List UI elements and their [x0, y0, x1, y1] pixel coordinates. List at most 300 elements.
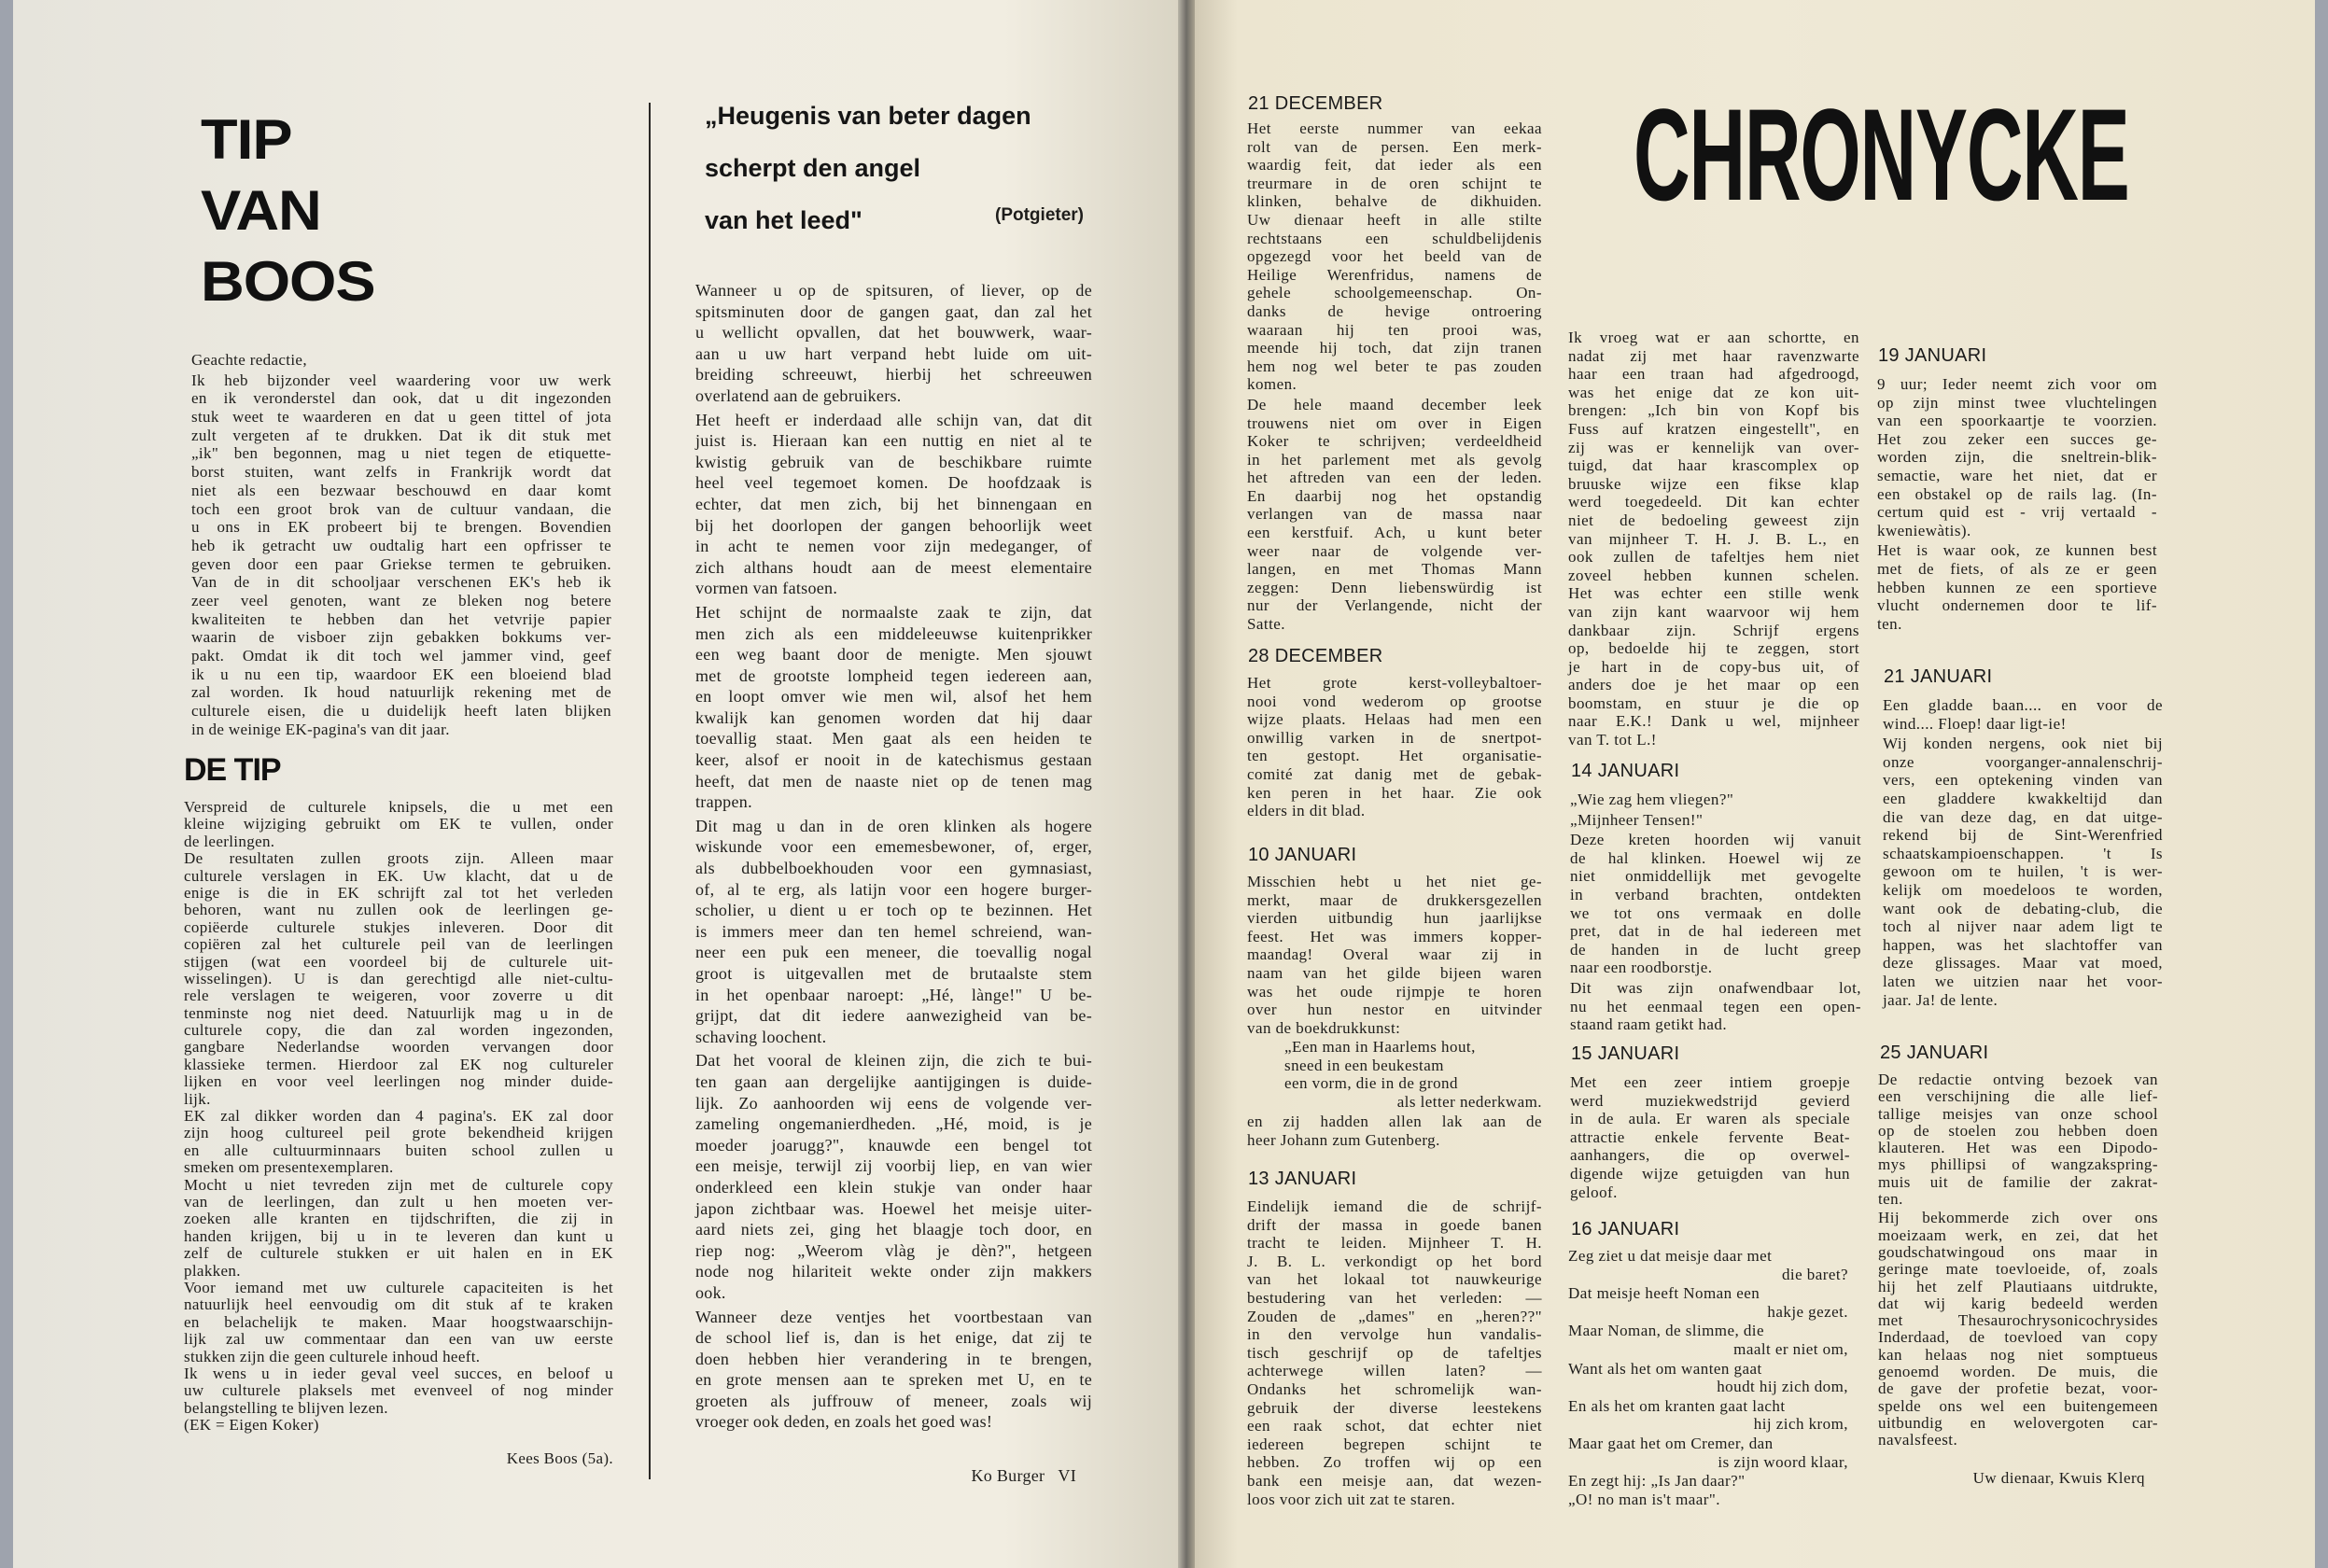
text-line: gehele schoolgemeenschap. On- — [1247, 284, 1542, 302]
text-line: Ondanks het schromelijk wan- — [1247, 1379, 1542, 1398]
article-signature: Ko Burger VI — [971, 1466, 1076, 1485]
text-line: aan u uw hart verpand hebt luide om uit- — [695, 343, 1092, 363]
text-line: Van de in dit schooljaar verschenen EK's heb ik — [191, 573, 611, 592]
text-line: wisselingen). U is dan gerechtigd alle niet-cultu- — [184, 969, 613, 987]
text-line: van mijnheer T. H. J. B. L., en — [1568, 529, 1859, 548]
text-line: En daarbij nog het opstandig — [1247, 486, 1542, 505]
entry-body — [1570, 1073, 1850, 1201]
paragraph — [1247, 674, 1542, 820]
text-line: waaraan hij ten prooi was, — [1247, 320, 1542, 339]
paragraph — [184, 1280, 613, 1365]
text-line: muis uit de familie der zakrat- — [1878, 1172, 2158, 1191]
text-line: nooi vond wederom op grootse — [1247, 692, 1542, 710]
text-line: tallige meisjes van onze school — [1878, 1104, 2158, 1123]
text-line: Het zou zeker een succes ge- — [1877, 429, 2157, 448]
poem-line: die baret? — [1781, 1265, 1848, 1283]
text-line: van het lokaal tot nauwkeurige — [1247, 1270, 1542, 1289]
text-line: toch een groot brok van de cultuur vandaan, die — [191, 499, 611, 518]
text-line: Wanneer deze ventjes het voortbestaan van — [695, 1307, 1092, 1326]
poem — [1568, 1247, 1848, 1508]
text-line: handen krijgen, bij u in te leveren dan kunt u — [184, 1226, 613, 1245]
text-line: komen. — [1247, 375, 1297, 394]
text-line: rekend bij de Sint-Werenfried — [1883, 826, 2163, 845]
text-line: Ik vroeg wat er aan schortte, en — [1568, 329, 1859, 346]
text-line: culturele eisen, die u duidelijk heeft laten blijken — [191, 702, 611, 721]
text-line: echter, dat men zich, bij het binnengaan en — [695, 494, 1092, 513]
text-line: kleine wijziging gebruikt om EK te vullen, onder — [184, 815, 613, 833]
text-line: Met een zeer intiem groepje — [1570, 1073, 1850, 1091]
text-line: waardig feit, dat ieder als een — [1247, 156, 1542, 175]
text-line: feest. Het was immers kopper- — [1247, 927, 1542, 945]
text-line: van T. tot L.! — [1568, 731, 1657, 749]
text-line: moeizaam werk, en zei, dat het — [1878, 1225, 2158, 1244]
text-line: vroeger ook deden, en zoals het goed was! — [695, 1412, 993, 1432]
text-line: Hij bekommerde zich over ons — [1878, 1209, 2158, 1227]
text-line: trouwens niet om over in Eigen — [1247, 413, 1542, 432]
text-line: groeten als juffrouw of meneer, zoals wij — [695, 1391, 1092, 1410]
text-line: aard niets zei, ging het blaagje toch door, en — [695, 1220, 1092, 1239]
text-line: japon zichtbaar was. Hoewel het meisje uiter- — [695, 1198, 1092, 1218]
text-line: in het openbaar naroept: „Hé, lànge!" U be- — [695, 985, 1092, 1004]
page-spine — [1178, 0, 1195, 1568]
text-line: belangstelling te blijven lezen. — [184, 1398, 388, 1417]
paragraph — [184, 1365, 613, 1417]
paragraph — [695, 602, 1092, 813]
text-line: want ook de debating-club, die — [1883, 899, 2163, 917]
text-line: in den vervolge hun vandalis- — [1247, 1325, 1542, 1344]
text-line: geloof. — [1570, 1183, 1618, 1201]
text-line: mys phillipsi of wangzakspring- — [1878, 1155, 2158, 1174]
text-line: Wanneer u op de spitsuren, of liever, op de — [695, 281, 1092, 300]
text-line: langen, en met Thomas Mann — [1247, 560, 1542, 579]
text-line: en grote mensen aan te spreken met U, en te — [695, 1370, 1092, 1390]
text-line: van de leerlingen, dan zult u hen moeten ver- — [184, 1192, 613, 1211]
text-line: en belachelijk te maken. Maar hoogstwaarschijn- — [184, 1312, 613, 1331]
text-line: Inderdaad, de toevloed van copy — [1878, 1328, 2158, 1347]
text-line: natuurlijk heel eenvoudig om dit stuk af te kraken — [184, 1295, 613, 1314]
rhyme-line: sneed in een beukestam — [1284, 1056, 1444, 1074]
text-line: Het schijnt de normaalste zaak te zijn, dat — [695, 602, 1092, 622]
date-heading: 15 JANUARI — [1571, 1043, 1680, 1064]
text-line: een gladdere kwakkeltijd dan — [1883, 789, 2163, 807]
text-line: kwaliteiten te hebben dan het vetvrije papier — [191, 609, 611, 628]
text-line: worden zijn, die sneltrein-blik- — [1877, 448, 2157, 467]
text-line: in acht te nemen voor zijn medeganger, of — [695, 537, 1092, 556]
poem-line: Zeg ziet u dat meisje daar met — [1568, 1247, 1773, 1265]
paragraph — [1568, 329, 1859, 749]
chronicle-signature: Uw dienaar, Kwuis Klerq — [1972, 1469, 2145, 1487]
date-heading: 16 JANUARI — [1571, 1219, 1680, 1239]
entry-body — [1247, 674, 1542, 820]
text-line: heer Johann zum Gutenberg. — [1247, 1130, 1440, 1149]
text-line: ken peren in het haar. Zie ook — [1247, 783, 1542, 802]
text-line: danks de hevige ontroering — [1247, 301, 1542, 320]
text-line: met Thesaurochrysonicochrysides — [1878, 1311, 2158, 1330]
paragraph — [1570, 1073, 1850, 1201]
text-line: node nog hilariteit wekte onder zijn makkers — [695, 1262, 1092, 1281]
text-line: Heilige Werenfridus, namens de — [1247, 265, 1542, 284]
chronycke-title: CHRONYCKE — [1634, 81, 2129, 228]
text-line: en ik veronderstel dan ook, dat u dit ingezonden — [191, 389, 611, 408]
title-van: VAN — [201, 179, 321, 242]
paragraph — [695, 816, 1092, 1048]
text-line: Het was echter een stille wenk — [1568, 584, 1859, 603]
text-line: behoren, want nu zullen ook de leerlingen ge- — [184, 901, 613, 919]
entry-body — [1877, 375, 2157, 633]
paragraph — [1247, 119, 1542, 394]
text-line: rechtstaans een schuldbelijdenis — [1247, 229, 1542, 247]
text-line: attractie enkele fervente Beat- — [1570, 1127, 1850, 1146]
rhyme — [1247, 1038, 1542, 1111]
text-line: heeft, dat men de naaste niet op de tenen mag — [695, 771, 1092, 791]
quote-heading-line-1: „Heugenis van beter dagen — [705, 102, 1031, 130]
de-tip-heading: DE TIP — [184, 752, 281, 788]
text-line: vierden uitbundig hun jaarlijkse — [1247, 909, 1542, 928]
paragraph — [1570, 791, 1861, 809]
paragraph — [1883, 735, 2163, 1009]
text-line: ook zullen de tafeltjes hem niet — [1568, 548, 1859, 567]
text-line: Deze kreten hoorden wij vanuit — [1570, 831, 1861, 849]
text-line: zult vergeten af te drukken. Dat ik dit stuk met — [191, 426, 611, 444]
text-line: uw culturele plaksels met evenveel of nog minder — [184, 1381, 613, 1400]
date-heading: 10 JANUARI — [1248, 845, 1357, 865]
text-line: copiëren zal het culturele peil van de leerlingen — [184, 935, 613, 954]
text-line: stuk weet te waarderen en dat u geen tittel of jota — [191, 408, 611, 427]
text-line: hem nog wel beter te pas zouden — [1247, 357, 1542, 375]
text-line: dat wij karig bedeeld werden — [1878, 1294, 2158, 1312]
text-line: „Mijnheer Tensen!" — [1570, 810, 1704, 829]
text-line: Dat het vooral de kleinen zijn, die zich te bui- — [695, 1051, 1092, 1071]
text-line: niet als een bezwaar beschouwd en daar komt — [191, 481, 611, 499]
text-line: op de stoelen zou hebben doen — [1878, 1121, 2158, 1140]
text-line: rele verslagen te weigeren, voor zoverre u dit — [184, 987, 613, 1005]
paragraph — [1247, 396, 1542, 634]
text-line: toevallig staat. Men gaat als een heiden te — [695, 729, 1092, 749]
text-line: klauteren. Het was een Dipodo- — [1878, 1139, 2158, 1157]
text-line: of, al te erg, als latijn voor een hogere burger- — [695, 879, 1092, 899]
text-line: kan helaas nog niet somptueus — [1878, 1345, 2158, 1364]
text-line: waarin de visboer zijn gebakken bokkums ver- — [191, 628, 611, 647]
text-line: opgezegd voor het beeld van de — [1247, 247, 1542, 266]
text-line: brengen: „Ich bin von Kopf bis — [1568, 401, 1859, 420]
text-line: elders in dit blad. — [1247, 802, 1366, 820]
text-line: werd toegedeeld. Dit kan echter — [1568, 493, 1859, 511]
text-line: De hele maand december leek — [1247, 395, 1542, 413]
text-line: zeer veel genoten, want ze bleken nog betere — [191, 591, 611, 609]
text-line: treurmare in de oren schijnt te — [1247, 174, 1542, 192]
text-line: Satte. — [1247, 615, 1285, 634]
text-line: ook. — [695, 1282, 726, 1302]
text-line: verlangen van de massa naar — [1247, 505, 1542, 524]
text-line: lijk. — [184, 1089, 211, 1108]
text-line: Wij konden nergens, ook niet bij — [1883, 735, 2163, 753]
text-line: hebben kunnen ze een sportieve — [1877, 578, 2157, 596]
text-line: zameling ongemanierdheden. „Hé, moid, is je — [695, 1114, 1092, 1134]
text-line: zoveel hebben kunnen schelen. — [1568, 566, 1859, 584]
text-line: van de boekdrukkunst: — [1247, 1018, 1401, 1037]
text-line: aanhangers, die op overwel- — [1570, 1146, 1850, 1165]
text-line: borst stuiten, want zelfs in Frankrijk wordt dat — [191, 463, 611, 482]
text-line: Ik wens u in ieder geval veel succes, en beloof u — [184, 1364, 613, 1382]
text-line: een kerstfuif. Ach, u kunt beter — [1247, 524, 1542, 542]
text-line: iedereen begrepen schijnt te — [1247, 1435, 1542, 1453]
text-line: vers, een optekening vinden van — [1883, 771, 2163, 790]
text-line: je hart in de copy-bus uit, of — [1568, 657, 1859, 676]
letter-body — [191, 351, 611, 738]
text-line: juist is. Hieraan kan een nuttig en niet al te — [695, 431, 1092, 451]
date-heading: 21 JANUARI — [1884, 666, 1993, 687]
text-line: trappen. — [695, 792, 752, 812]
title-tip: TIP — [201, 108, 292, 171]
text-line: Eindelijk iemand die de schrijf- — [1247, 1197, 1542, 1215]
text-line: nu het eenmaal tegen een open- — [1570, 997, 1861, 1015]
text-line: wind.... Floep! daar ligt-ie! — [1883, 714, 2067, 733]
text-line: Koker te schrijven; verdeeldheid — [1247, 432, 1542, 451]
column-divider — [649, 103, 651, 1479]
date-heading: 28 DECEMBER — [1248, 646, 1383, 666]
text-line: op zijn minst twee vluchtelingen — [1877, 393, 2157, 412]
de-tip-body — [184, 799, 613, 1434]
text-line: en loopt omver wie men wil, alsof het hem — [695, 687, 1092, 707]
text-line: toch al nijver naar adem ligt te — [1883, 917, 2163, 936]
text-line: navalsfeest. — [1878, 1431, 1958, 1449]
text-line: naar een roodborstje. — [1570, 959, 1713, 977]
text-line: ten gaan aan dergelijke aantijgingen is duide- — [695, 1071, 1092, 1091]
text-line: comité zat danig met de gebak- — [1247, 764, 1542, 783]
text-line: zelf de culturele stukken er uit halen en in EK — [184, 1244, 613, 1263]
text-line: de hal klinken. Hoewel wij ze — [1570, 848, 1861, 867]
text-line: tuigd, dat haar krascomplex op — [1568, 456, 1859, 475]
paragraph — [695, 1050, 1092, 1303]
text-line: wijze plaats. Helaas had men een — [1247, 710, 1542, 729]
text-line: doen hebben hier verandering in te brengen, — [695, 1349, 1092, 1368]
text-line: de leerlingen. — [184, 832, 275, 850]
text-line: werd muziekwedstrijd gevierd — [1570, 1091, 1850, 1110]
text-line: klassieke termen. Hierdoor zal EK nog cultureler — [184, 1055, 613, 1073]
paragraph — [695, 280, 1092, 407]
text-line: Dit was zijn onafwendbaar lot, — [1570, 978, 1861, 997]
text-line: een obstakel op de rails lag. (In- — [1877, 484, 2157, 503]
text-line: Voor iemand met uw culturele capaciteiten is het — [184, 1278, 613, 1296]
text-line: van zijn kant waarvoor wij hem — [1568, 602, 1859, 621]
text-line: gewoon om te huilen, 't is wer- — [1883, 862, 2163, 881]
text-line: genoemd worden. De muis, die — [1878, 1363, 2158, 1381]
paragraph — [184, 1177, 613, 1280]
entry-body — [1570, 791, 1861, 1034]
entry-body — [1878, 1071, 2158, 1449]
date-heading: 14 JANUARI — [1571, 761, 1680, 781]
text-line: EK zal dikker worden dan 4 pagina's. EK zal door — [184, 1107, 613, 1126]
text-line: als dubbelboekhouden voor een gymnasiast, — [695, 859, 1092, 878]
text-line: geringe mate toevloeide, of, zoals — [1878, 1260, 2158, 1279]
text-line: pakt. Omdat ik dit toch wel jammer vind, geef — [191, 647, 611, 665]
text-line: was het oude rijmpje te horen — [1247, 982, 1542, 1001]
text-line: laten we uitzien naar het voor- — [1883, 972, 2163, 990]
text-line: naam van het gilde bijeen waren — [1247, 963, 1542, 982]
paragraph — [1247, 1197, 1542, 1508]
text-line: Ik heb bijzonder veel waardering voor uw werk — [191, 371, 611, 389]
text-line: in de aula. Er waren als speciale — [1570, 1110, 1850, 1128]
text-line: stijgen (wat een voordeel bij de culturele uit- — [184, 952, 613, 971]
text-line: bank een meisje aan, dat wezen- — [1247, 1471, 1542, 1490]
text-line: boomstam, en stuur je die op — [1568, 693, 1859, 712]
text-line: zoeken alle kranten en tijdschriften, die zij in — [184, 1210, 613, 1228]
poem-line: houdt hij zich dom, — [1717, 1378, 1848, 1396]
text-line: achterwege willen laten? — — [1247, 1362, 1542, 1380]
text-line: goudschatwingoud ons maar in — [1878, 1242, 2158, 1261]
entry-body — [1247, 1197, 1542, 1508]
paragraph — [695, 1307, 1092, 1434]
text-line: Het heeft er inderdaad alle schijn van, dat dit — [695, 410, 1092, 429]
text-line: een verschijning die alle lief- — [1878, 1087, 2158, 1106]
paragraph — [1247, 873, 1542, 1037]
text-line: plakken. — [184, 1261, 241, 1280]
text-line: J. B. L. verkondigt op het bord — [1247, 1252, 1542, 1270]
paragraph — [1570, 811, 1861, 830]
de-tip-signature: Kees Boos (5a). — [506, 1449, 613, 1467]
paragraph — [1877, 541, 2157, 633]
quote-attribution: (Potgieter) — [995, 205, 1084, 225]
paragraph — [184, 799, 613, 850]
text-line: rolt van de persen. Een merk- — [1247, 137, 1542, 156]
text-line: Fuss auf kratzen eingestellt", en — [1568, 419, 1859, 438]
paragraph — [1878, 1071, 2158, 1208]
paragraph — [184, 850, 613, 1108]
text-line: kweniewàtis). — [1877, 521, 1971, 539]
paragraph — [1877, 375, 2157, 539]
text-line: spitsminuten door de gangen gaat, dan zal het — [695, 301, 1092, 321]
entry-body — [1247, 873, 1542, 1037]
text-line: bij het doorlopen der gangen behoorlijk weet — [695, 515, 1092, 535]
entry-body — [1568, 329, 1859, 749]
text-line: u wellicht opvallen, dat het bouwwerk, waar- — [695, 323, 1092, 343]
text-line: loos voor zich uit zat te staren. — [1247, 1490, 1456, 1508]
poem-line: maalt er niet om, — [1733, 1339, 1848, 1358]
text-line: en zij hadden allen lak aan de — [1247, 1113, 1542, 1130]
text-line: moeder joarugg?", knauwde een bengel tot — [695, 1135, 1092, 1155]
paragraph — [1247, 1113, 1542, 1149]
text-line: een raak schot, dat echter niet — [1247, 1417, 1542, 1435]
text-line: semactie, ware het niet, dat er — [1877, 466, 2157, 484]
text-line: klinken, behalve de dikhuiden. — [1247, 192, 1542, 211]
date-heading: 25 JANUARI — [1880, 1043, 1989, 1063]
text-line: haar een traan had afgedroogd, — [1568, 365, 1859, 384]
text-line: schaatskampioenschappen. 't Is — [1883, 844, 2163, 862]
title-boos: BOOS — [201, 250, 375, 313]
text-line: heel veel tegemoet komen. De hoofdzaak is — [695, 473, 1092, 493]
date-heading: 13 JANUARI — [1248, 1169, 1357, 1189]
entry-body — [1247, 1113, 1542, 1149]
poem-line: En als het om kranten gaat lacht — [1568, 1396, 1786, 1415]
paragraph — [1883, 696, 2163, 733]
paragraph — [695, 410, 1092, 599]
text-line: deze glissages. Maar vat moed, — [1883, 954, 2163, 973]
poem-line: En zegt hij: „Is Jan daar?" — [1568, 1472, 1746, 1491]
text-line: merkt, maar de drukkersgezellen — [1247, 890, 1542, 909]
text-line: in verband brachten, ontdekten — [1570, 885, 1861, 903]
text-line: is immers meer dan ten hemel schreiend, wan- — [695, 921, 1092, 941]
text-line: maandag! Overal waar zij in — [1247, 945, 1542, 964]
date-heading: 19 JANUARI — [1878, 345, 1987, 366]
text-line: meende hij toch, dat zijn tranen — [1247, 339, 1542, 357]
text-line: een meisje, terwijl zij voorbij liep, en van wier — [695, 1156, 1092, 1176]
text-line: wiskunde voor een ememesbewoner, of, erger, — [695, 837, 1092, 857]
text-line: zijn hoog cultureel peil grote bekendheid krijgen — [184, 1124, 613, 1142]
text-line: Dit mag u dan in de oren klinken als hogere — [695, 816, 1092, 835]
text-line: 9 uur; Ieder neemt zich voor om — [1877, 375, 2157, 393]
text-line: lijk zal uw commentaar dan een van uw eerste — [184, 1330, 613, 1349]
text-line: riep nog: „Weerom vlàg je dèn?", hetgeen — [695, 1240, 1092, 1260]
text-line: tisch geschrijf op de tafeltjes — [1247, 1343, 1542, 1362]
text-line: weer naar de volgende ver- — [1247, 541, 1542, 560]
entry-body — [1883, 696, 2163, 1009]
text-line: Zouden de „dames" en „heren??" — [1247, 1307, 1542, 1325]
text-line: Misschien hebt u het niet ge- — [1247, 873, 1542, 890]
text-line: een weg baant door de menigte. Men sjouwt — [695, 645, 1092, 665]
entry-body — [1247, 119, 1542, 634]
text-line: tracht te leiden. Mijnheer T. H. — [1247, 1234, 1542, 1253]
text-line: copiëerde culturele stukjes inleveren. Door dit — [184, 917, 613, 936]
text-line: digende wijze getuigden van hun — [1570, 1164, 1850, 1183]
text-line: lijk. Zo aanhoorden wij eens de volgende ver- — [695, 1093, 1092, 1113]
paragraph — [184, 1417, 613, 1434]
text-line: (EK = Eigen Koker) — [184, 1416, 319, 1435]
text-line: heb ik getracht uw oudtalig hart een opfrisser te — [191, 536, 611, 554]
text-line: groot is uitgevallen met de brutaalste stem — [695, 964, 1092, 983]
text-line: onze voorganger-annalenschrij- — [1883, 752, 2163, 771]
quote-heading-line-3: van het leed" — [705, 206, 862, 234]
text-line: „ik" ben begonnen, mag u niet tegen de etiquette- — [191, 444, 611, 463]
text-line: we tot ons vermaak en dolle — [1570, 903, 1861, 922]
text-line: Het eerste nummer van eekaa — [1247, 119, 1542, 137]
text-line: vlucht ondernemen door te lif- — [1877, 596, 2157, 615]
text-line: men zich als een middeleeuwse kuitenprikker — [695, 623, 1092, 643]
text-line: met de grootste lompheid tegen iedereen aan, — [695, 665, 1092, 685]
text-line: niet de bedoeling geweest zijn — [1568, 511, 1859, 529]
text-line: Mocht u niet tevreden zijn met de culturele copy — [184, 1175, 613, 1194]
text-line: de handen in de lucht greep — [1570, 940, 1861, 959]
paragraph — [184, 1108, 613, 1177]
text-line: de school lief is, dan is het enige, dat zij te — [695, 1328, 1092, 1348]
text-line: ik u nu een tip, waardoor EK een bloeiend blad — [191, 665, 611, 683]
text-line: anders doe je het maar op een — [1568, 676, 1859, 694]
text-line: Een gladde baan.... en voor de — [1883, 696, 2163, 714]
text-line: Uw dienaar heeft in alle stilte — [1247, 210, 1542, 229]
text-line: Verspreid de culturele knipsels, die u met een — [184, 798, 613, 816]
poem-line: Dat meisje heeft Noman een — [1568, 1284, 1760, 1303]
text-line: vormen van fatsoen. — [695, 579, 838, 598]
text-line: drift der massa in goede banen — [1247, 1215, 1542, 1234]
text-line: kwalijk kan genomen worden dat hij daar — [695, 707, 1092, 727]
text-line: zich althans houdt aan de meest elementaire — [695, 557, 1092, 577]
quote-heading-line-2: scherpt den angel — [705, 154, 921, 182]
text-line: lijken en voor veel leerlingen nog minder duide- — [184, 1072, 613, 1091]
text-line: grijpt, dat dit iedere aanwezigheid van be- — [695, 1006, 1092, 1026]
text-line: gebruik der diverse leestekens — [1247, 1398, 1542, 1417]
paragraph — [191, 371, 611, 739]
rhyme-line: „Een man in Haarlems hout, — [1284, 1038, 1476, 1056]
text-line: was het enige dat ze kon uit- — [1568, 383, 1859, 401]
text-line: tenminste nog niet deed. Natuurlijk mag u in de — [184, 1003, 613, 1022]
text-line: kwistig gebruik van de beschikbare ruimte — [695, 452, 1092, 471]
text-line: nadat zij met haar ravenzwarte — [1568, 346, 1859, 365]
poem-line: is zijn woord klaar, — [1718, 1452, 1848, 1471]
text-line: en alle cultuurminnaars buiten school zullen u — [184, 1141, 613, 1159]
text-line: geven door een paar Griekse termen te gebruiken. — [191, 554, 611, 573]
text-line: Het grote kerst-volleybaltoer- — [1247, 674, 1542, 692]
text-line: niet onmiddellijk met gevogelte — [1570, 867, 1861, 886]
article-body — [695, 280, 1092, 1433]
